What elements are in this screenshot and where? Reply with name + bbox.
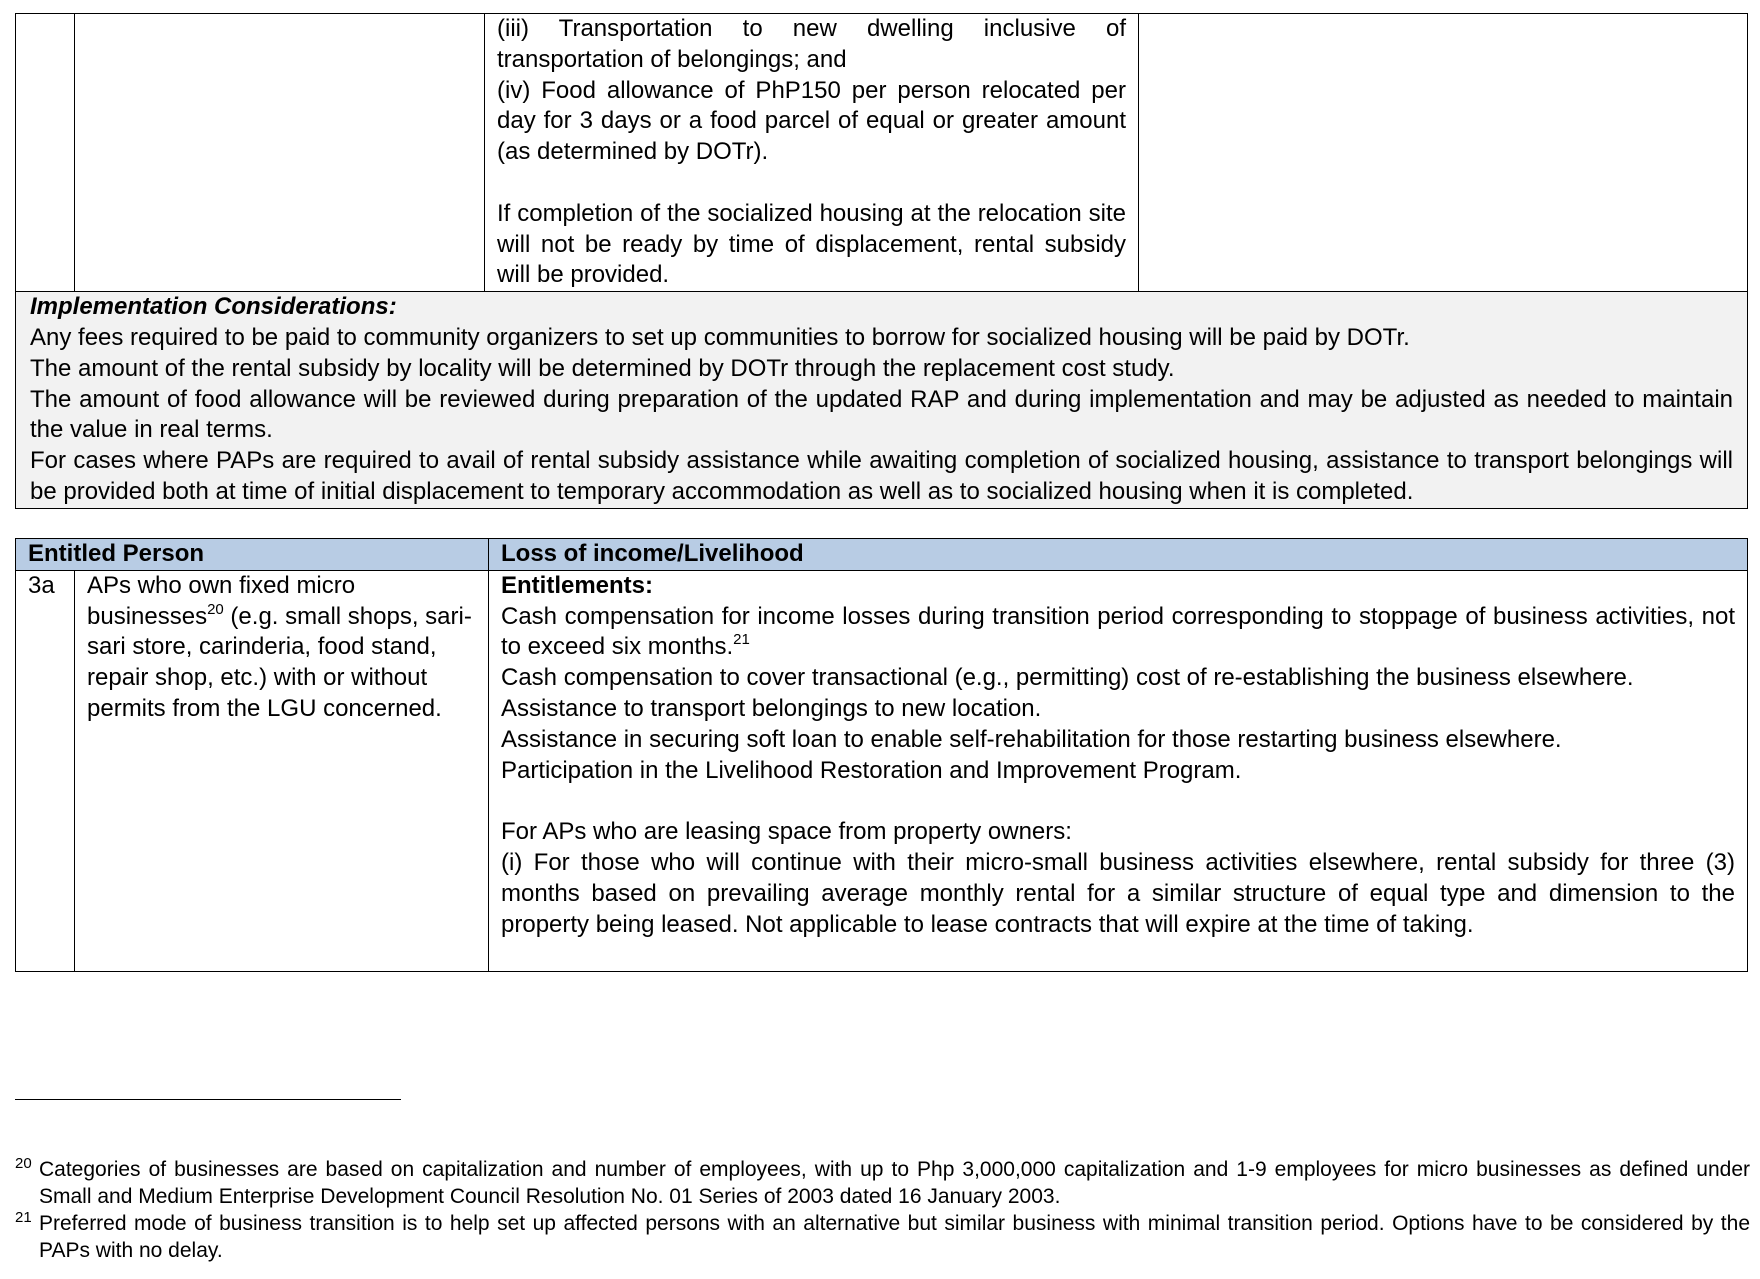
entitled-person-text-cont: (e.g. small shops, sari-sari store, carinderia, food stand, repair shop, etc.) with or without permits from the LGU concerned.: [87, 602, 472, 722]
footnote: [15, 1156, 1750, 1210]
entitled-person-text: APs who own fixed micro businesses: [87, 571, 356, 630]
entitlement-item: Participation in the Livelihood Restoration and Improvement Program.: [501, 756, 1242, 784]
entitlement-item: Assistance in securing soft loan to enable self-rehabilitation for those restarting business elsewhere.: [501, 725, 1562, 753]
row-id: 3a: [28, 571, 55, 599]
table-header-row: [16, 539, 1748, 571]
footnote-ref: 20: [207, 600, 224, 618]
leasing-item: (i) For those who will continue with their micro-small business activities elsewhere, rental subsidy for three (3) months based on prevailing average monthly rental for a similar structure of equal type and dimension to the property being leased. Not applicable to lease contracts that will expire at the time of taking.: [501, 848, 1735, 938]
implementation-considerations-cell: [16, 292, 1748, 509]
leasing-title: For APs who are leasing space from property owners:: [501, 818, 1072, 846]
implementation-item: The amount of the rental subsidy by locality will be determined by DOTr through the replacement cost study.: [30, 354, 1175, 382]
entitlements-title: Entitlements:: [501, 571, 654, 599]
paragraph-spacer: [501, 786, 1735, 817]
footnote-separator: [15, 1099, 401, 1100]
entitled-person-cell: [75, 570, 489, 971]
implementation-considerations-title: Implementation Considerations:: [30, 293, 397, 321]
header-entitled-person: Entitled Person: [16, 539, 489, 571]
entitlements-cell: [489, 570, 1748, 971]
footnote-ref: 21: [733, 631, 750, 649]
footnote-text: Preferred mode of business transition is to help set up affected persons with an alternative but similar business with minimal transition period. Options have to be considered by the PAPs with no delay.: [39, 1212, 1750, 1262]
implementation-item: For cases where PAPs are required to avail of rental subsidy assistance while awaiting completion of socialized housing, assistance to transport belongings will be provided both at time of initial displacement to temporary accommodation as well as to socialized housing when it is completed.: [30, 447, 1733, 505]
entitlement-item: (iii) Transportation to new dwelling inclusive of transportation of belongings; and: [497, 15, 1126, 73]
entitlement-cell: [485, 14, 1139, 292]
table-row: [16, 570, 1748, 971]
entitlement-item: [501, 602, 1735, 664]
entitled-person-cell: [75, 14, 485, 292]
entitlement-matrix-continued: [15, 13, 1748, 509]
header-loss-type: Loss of income/Livelihood: [489, 539, 1748, 571]
empty-cell: [1139, 14, 1748, 292]
footnote: [15, 1210, 1750, 1264]
table-row: [16, 292, 1748, 509]
paragraph-spacer: [497, 168, 1126, 199]
entitlement-item: (iv) Food allowance of PhP150 per person relocated per day for 3 days or a food parcel of equal or greater amount (as determined by DOTr).: [497, 76, 1126, 166]
implementation-item: Any fees required to be paid to community organizers to set up communities to borrow for socialized housing will be paid by DOTr.: [30, 323, 1410, 351]
footnote-mark: 20: [15, 1155, 32, 1172]
entitlement-item: Cash compensation to cover transactional (e.g., permitting) cost of re-establishing the business elsewhere.: [501, 664, 1634, 692]
footnotes: [15, 1156, 1750, 1264]
entitlement-text: Cash compensation for income losses during transition period corresponding to stoppage of business activities, not to exceed six months.: [501, 602, 1735, 661]
row-number-cell: [16, 14, 75, 292]
footnote-mark: 21: [15, 1209, 32, 1226]
row-id-cell: [16, 570, 75, 971]
table-row: [16, 14, 1748, 292]
footnote-text: Categories of businesses are based on capitalization and number of employees, with up to Php 3,000,000 capitalization and 1-9 employees for micro businesses as defined under Small and Medium Enterprise Development Council Resolution No. 01 Series of 2003 dated 16 January 2003.: [39, 1158, 1750, 1208]
entitlement-item: Assistance to transport belongings to new location.: [501, 694, 1042, 722]
implementation-item: The amount of food allowance will be reviewed during preparation of the updated RAP and during implementation and may be adjusted as needed to maintain the value in real terms.: [30, 385, 1733, 444]
rental-subsidy-note: If completion of the socialized housing at the relocation site will not be ready by time of displacement, rental subsidy will be provided.: [497, 199, 1126, 289]
loss-of-income-table: [15, 538, 1748, 972]
